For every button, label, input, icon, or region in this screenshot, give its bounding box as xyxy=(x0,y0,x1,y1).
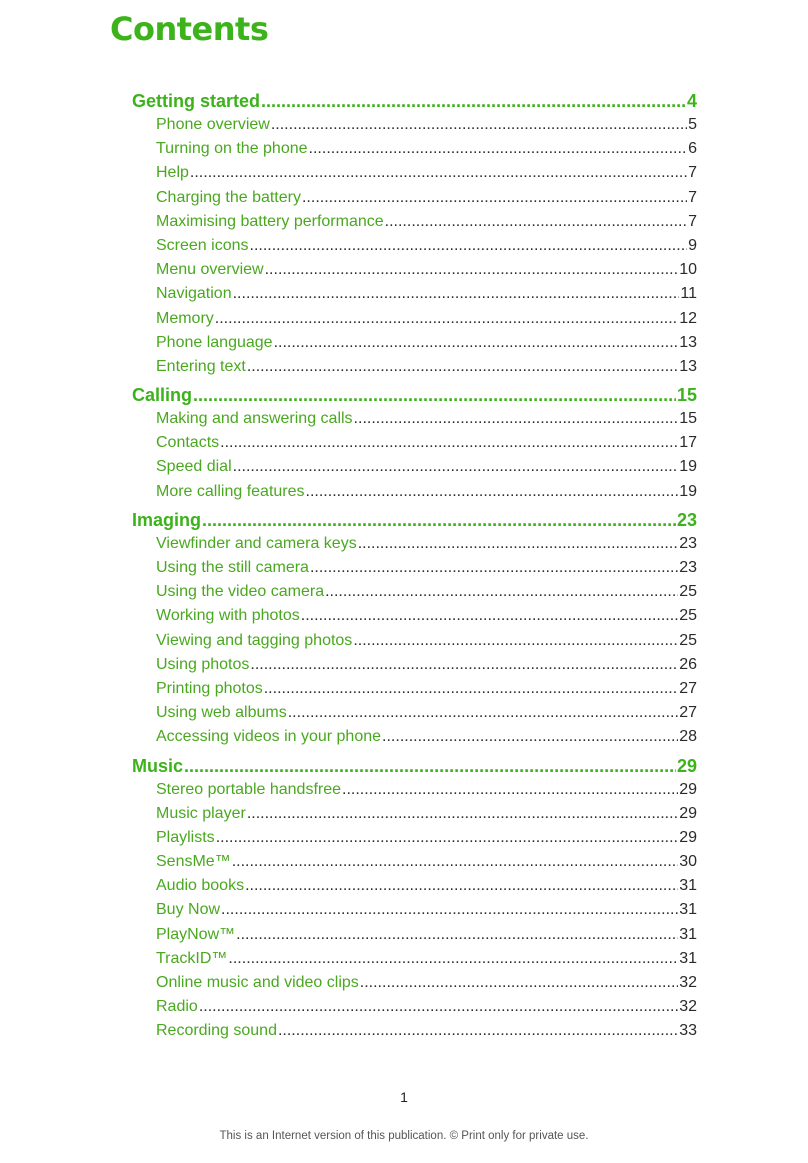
toc-page-number: 29 xyxy=(679,804,697,822)
dot-leader xyxy=(271,113,687,137)
toc-entry-label: Online music and video clips xyxy=(156,974,359,991)
dot-leader xyxy=(233,455,679,479)
toc-page-number: 32 xyxy=(679,974,697,991)
toc-item[interactable] xyxy=(132,532,697,556)
toc-item[interactable] xyxy=(132,407,697,431)
toc-page-number: 23 xyxy=(676,509,697,530)
dot-leader xyxy=(215,307,678,331)
toc-chapter[interactable] xyxy=(132,383,697,407)
toc-item[interactable] xyxy=(132,971,697,995)
toc-entry-label: Screen icons xyxy=(156,236,249,254)
toc-item[interactable] xyxy=(132,995,697,1019)
toc-page-number: 31 xyxy=(679,949,697,967)
toc-page-number: 13 xyxy=(679,357,697,375)
toc-page-number: 30 xyxy=(679,853,697,871)
toc-item[interactable] xyxy=(132,210,697,234)
toc-item[interactable] xyxy=(132,677,697,701)
toc-item[interactable] xyxy=(132,455,697,479)
footer-note: This is an Internet version of this publication. © Print only for private use. xyxy=(219,1130,589,1142)
toc-entry-label: Phone overview xyxy=(156,116,270,133)
toc-page-number: 15 xyxy=(679,410,697,428)
dot-leader xyxy=(306,480,679,504)
dot-leader xyxy=(360,971,678,995)
toc-item[interactable] xyxy=(132,923,697,947)
toc-page-number: 19 xyxy=(679,482,697,500)
dot-leader xyxy=(358,532,679,556)
dot-leader xyxy=(301,604,678,628)
toc-entry-label: Memory xyxy=(156,309,214,327)
toc-entry-label: Speed dial xyxy=(156,458,232,476)
toc-item[interactable] xyxy=(132,874,697,898)
toc-entry-label: Using photos xyxy=(156,655,250,673)
dot-leader xyxy=(382,725,678,749)
toc-page-number: 17 xyxy=(679,434,697,452)
page-title: Contents xyxy=(110,10,269,48)
dot-leader xyxy=(193,383,676,407)
toc-page-number: 25 xyxy=(679,583,697,601)
dot-leader xyxy=(385,210,687,234)
toc-page-number: 9 xyxy=(688,236,697,254)
toc-item[interactable] xyxy=(132,282,697,306)
dot-leader xyxy=(202,508,676,532)
toc-page-number: 7 xyxy=(688,188,697,206)
toc-entry-label: Imaging xyxy=(132,509,202,530)
toc-entry-label: Radio xyxy=(156,998,198,1016)
toc-item[interactable] xyxy=(132,113,697,137)
toc-page-number: 10 xyxy=(679,261,697,279)
dot-leader xyxy=(190,161,687,185)
dot-leader xyxy=(236,923,678,947)
toc-item[interactable] xyxy=(132,331,697,355)
toc-entry-label: Audio books xyxy=(156,877,245,895)
toc-item[interactable] xyxy=(132,802,697,826)
dot-leader xyxy=(220,431,678,455)
toc-page-number: 25 xyxy=(679,607,697,625)
toc-entry-label: Working with photos xyxy=(156,607,300,625)
toc-entry-label: Accessing videos in your phone xyxy=(156,728,382,746)
toc-entry-label: Contacts xyxy=(156,434,220,452)
toc-page-number: 27 xyxy=(679,704,697,722)
toc-item[interactable] xyxy=(132,161,697,185)
toc-page-number: 31 xyxy=(679,877,697,895)
toc-entry-label: Charging the battery xyxy=(156,188,301,206)
toc-page-number: 7 xyxy=(688,164,697,182)
dot-leader xyxy=(199,995,678,1019)
toc-entry-label: Using web albums xyxy=(156,704,287,722)
dot-leader xyxy=(325,580,678,604)
dot-leader xyxy=(250,234,688,258)
dot-leader xyxy=(221,898,678,922)
toc-entry-label: Playlists xyxy=(156,828,215,846)
toc-chapter[interactable] xyxy=(132,89,697,113)
toc-page-number: 15 xyxy=(676,385,697,406)
dot-leader xyxy=(354,407,679,431)
toc-entry-label: Menu overview xyxy=(156,261,264,279)
toc-item[interactable] xyxy=(132,307,697,331)
dot-leader xyxy=(274,331,679,355)
toc-entry-label: Buy Now xyxy=(156,901,221,919)
toc-item[interactable] xyxy=(132,629,697,653)
toc-entry-label: Recording sound xyxy=(156,1022,277,1040)
dot-leader xyxy=(288,701,678,725)
toc-item[interactable] xyxy=(132,947,697,971)
toc-item[interactable] xyxy=(132,580,697,604)
dot-leader xyxy=(228,947,678,971)
toc-entry-label: TrackID™ xyxy=(156,949,228,967)
toc-entry-label: More calling features xyxy=(156,482,305,500)
toc-page-number: 32 xyxy=(679,998,697,1016)
toc-entry-label: PlayNow™ xyxy=(156,925,236,943)
toc-item[interactable] xyxy=(132,234,697,258)
toc-entry-label: Phone language xyxy=(156,333,273,351)
toc-entry-label: Using the video camera xyxy=(156,583,325,601)
toc-entry-label: Turning on the phone xyxy=(156,140,308,158)
toc-page-number: 23 xyxy=(679,559,697,576)
toc-page-number: 6 xyxy=(688,140,697,158)
toc-entry-label: SensMe™ xyxy=(156,853,231,871)
toc-page-number: 26 xyxy=(679,655,697,673)
toc-item[interactable] xyxy=(132,898,697,922)
toc-item[interactable] xyxy=(132,186,697,210)
table-of-contents xyxy=(132,89,697,1044)
toc-entry-label: Maximising battery performance xyxy=(156,212,384,230)
toc-page-number: 4 xyxy=(686,91,697,111)
toc-page-number: 12 xyxy=(679,309,697,327)
dot-leader xyxy=(250,653,678,677)
dot-leader xyxy=(278,1019,678,1043)
toc-chapter[interactable] xyxy=(132,754,697,778)
toc-page-number: 31 xyxy=(679,901,697,919)
toc-item[interactable] xyxy=(132,431,697,455)
toc-entry-label: Using the still camera xyxy=(156,559,309,576)
toc-item[interactable] xyxy=(132,701,697,725)
toc-page-number: 5 xyxy=(688,116,697,133)
dot-leader xyxy=(302,186,687,210)
dot-leader xyxy=(264,677,678,701)
dot-leader xyxy=(216,826,679,850)
toc-page-number: 31 xyxy=(679,925,697,943)
toc-entry-label: Music xyxy=(132,755,184,776)
toc-entry-label: Viewfinder and camera keys xyxy=(156,534,357,552)
toc-item[interactable] xyxy=(132,604,697,628)
toc-entry-label: Music player xyxy=(156,804,246,822)
toc-page-number: 33 xyxy=(679,1022,697,1040)
toc-item[interactable] xyxy=(132,480,697,504)
toc-item[interactable] xyxy=(132,137,697,161)
dot-leader xyxy=(184,754,676,778)
toc-item[interactable] xyxy=(132,258,697,282)
toc-page-number: 19 xyxy=(679,458,697,476)
dot-leader xyxy=(310,556,678,580)
dot-leader xyxy=(247,802,678,826)
toc-entry-label: Help xyxy=(156,164,189,182)
toc-entry-label: Printing photos xyxy=(156,679,263,697)
toc-item[interactable] xyxy=(132,653,697,677)
toc-entry-label: Navigation xyxy=(156,285,232,303)
toc-entry-label: Making and answering calls xyxy=(156,410,353,428)
dot-leader xyxy=(245,874,678,898)
toc-item[interactable] xyxy=(132,1019,697,1043)
dot-leader xyxy=(233,282,680,306)
dot-leader xyxy=(265,258,679,282)
toc-chapter[interactable] xyxy=(132,508,697,532)
toc-entry-label: Entering text xyxy=(156,357,246,375)
toc-page-number: 29 xyxy=(679,780,697,798)
toc-entry-label: Calling xyxy=(132,385,193,406)
toc-entry-label: Stereo portable handsfree xyxy=(156,780,342,798)
page-number: 1 xyxy=(400,1089,408,1105)
toc-item[interactable] xyxy=(132,355,697,379)
toc-item[interactable] xyxy=(132,826,697,850)
dot-leader xyxy=(309,137,688,161)
toc-item[interactable] xyxy=(132,725,697,749)
dot-leader xyxy=(261,89,686,113)
toc-page-number: 11 xyxy=(680,285,697,303)
toc-page-number: 23 xyxy=(679,534,697,552)
toc-item[interactable] xyxy=(132,556,697,580)
toc-item[interactable] xyxy=(132,778,697,802)
toc-item[interactable] xyxy=(132,850,697,874)
toc-page-number: 25 xyxy=(679,631,697,649)
toc-entry-label: Getting started xyxy=(132,91,261,111)
toc-page-number: 29 xyxy=(679,828,697,846)
toc-page-number: 28 xyxy=(679,728,697,746)
dot-leader xyxy=(247,355,678,379)
toc-page-number: 13 xyxy=(679,333,697,351)
toc-entry-label: Viewing and tagging photos xyxy=(156,631,353,649)
dot-leader xyxy=(232,850,679,874)
toc-page-number: 29 xyxy=(676,755,697,776)
toc-page-number: 27 xyxy=(679,679,697,697)
dot-leader xyxy=(342,778,678,802)
dot-leader xyxy=(353,629,678,653)
toc-page-number: 7 xyxy=(688,212,697,230)
